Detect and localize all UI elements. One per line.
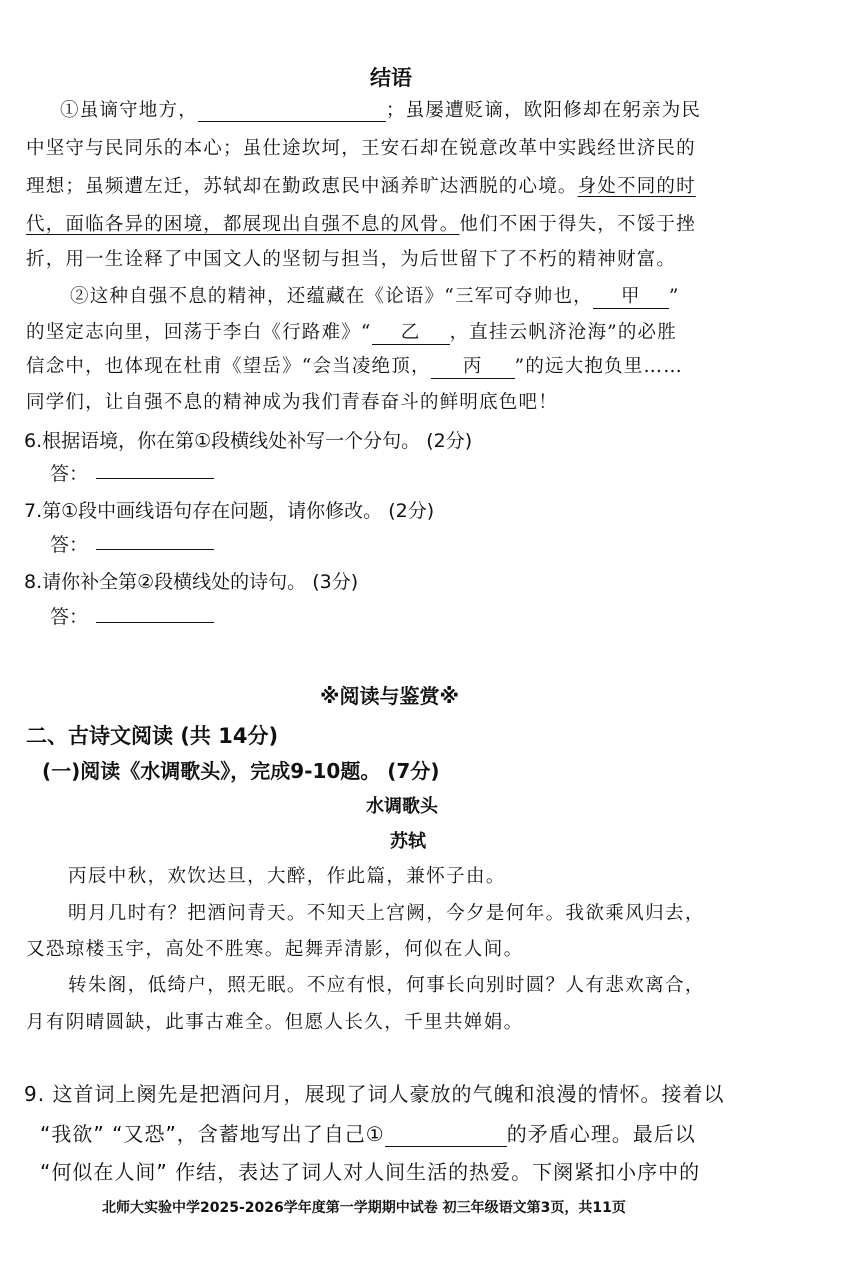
poem-stanza2-line1: 转朱阁，低绮户，照无眠。不应有恨，何事长向别时圆？人有悲欢离合， bbox=[68, 975, 705, 996]
text-segment: “我欲” “又恐”，含蓄地写出了自己① bbox=[40, 1122, 385, 1146]
paragraph-2-line-4: 同学们，让自强不息的精神成为我们青春奋斗的鲜明底色吧！ bbox=[26, 392, 558, 413]
question-7: 7.第①段中画线语句存在问题，请你修改。 (2分) bbox=[24, 500, 435, 522]
paragraph-1-line-3 bbox=[26, 172, 696, 198]
fill-blank-jia[interactable]: 甲 bbox=[593, 282, 669, 309]
text-segment: 的坚定志向里，回荡于李白《行路难》“ bbox=[26, 322, 372, 343]
answer-label: 答： bbox=[50, 534, 89, 556]
paragraph-1-line-5: 折，用一生诠释了中国文人的坚韧与担当，为后世留下了不朽的精神财富。 bbox=[26, 249, 677, 270]
text-segment: ，直挂云帆济沧海”的必胜 bbox=[449, 322, 677, 343]
text-segment: ①虽谪守地方， bbox=[60, 100, 198, 121]
poem-stanza1-line1: 明月几时有？把酒问青天。不知天上宫阙，今夕是何年。我欲乘风归去， bbox=[68, 903, 705, 924]
paragraph-1-line-1 bbox=[60, 96, 701, 122]
underlined-sentence: 身处不同的时 bbox=[577, 176, 696, 197]
text-segment: 他们不困于得失，不馁于挫 bbox=[459, 214, 696, 235]
poem-author: 苏轼 bbox=[390, 831, 426, 852]
paragraph-2-line-2 bbox=[26, 318, 677, 345]
reading-header: ※阅读与鉴赏※ bbox=[320, 684, 459, 708]
answer-line-7[interactable] bbox=[96, 549, 214, 550]
poem-stanza2-line2: 月有阴晴圆缺，此事古难全。但愿人长久，千里共婵娟。 bbox=[26, 1012, 524, 1033]
answer-label: 答： bbox=[50, 463, 89, 485]
paragraph-1-line-2: 中坚守与民同乐的本心；虽仕途坎坷，王安石却在锐意改革中实践经世济民的 bbox=[26, 138, 696, 159]
question-6: 6.根据语境，你在第①段横线处补写一个分句。 (2分) bbox=[24, 430, 473, 452]
subsection-heading: (一)阅读《水调歌头》，完成9-10题。 (7分) bbox=[42, 759, 440, 783]
text-segment: ” bbox=[668, 286, 680, 307]
text-segment: ②这种自强不息的精神，还蕴藏在《论语》“三军可夺帅也， bbox=[70, 286, 593, 307]
question-9-line-3: “何似在人间” 作结，表达了词人对人间生活的热爱。下阕紧扣小序中的 bbox=[40, 1160, 701, 1184]
question-8: 8.请你补全第②段横线处的诗句。 (3分) bbox=[24, 571, 359, 593]
paragraph-2-line-3 bbox=[26, 352, 683, 379]
fill-blank-yi[interactable]: 乙 bbox=[372, 318, 450, 345]
text-segment: 的矛盾心理。最后以 bbox=[506, 1122, 696, 1146]
text-segment: 理想；虽频遭左迁，苏轼却在勤政恵民中涵养旷达洒脱的心境。 bbox=[26, 176, 578, 197]
section-title-conclusion: 结语 bbox=[370, 65, 412, 90]
answer-line-8[interactable] bbox=[96, 622, 214, 623]
paragraph-1-line-4 bbox=[26, 210, 696, 236]
section-heading: 二、古诗文阅读 (共 14分) bbox=[26, 724, 279, 748]
poem-stanza1-line2: 又恐琼楼玉宇，高处不胜寒。起舞弄清影，何似在人间。 bbox=[26, 939, 524, 960]
poem-preface: 丙辰中秋，欢饮达旦，大醉，作此篇，兼怀子由。 bbox=[68, 866, 506, 887]
answer-label: 答： bbox=[50, 606, 89, 628]
text-segment: ”的远大抱负里…… bbox=[514, 356, 683, 377]
underlined-sentence: 代，面临各异的困境，都展现出自强不息的风骨。 bbox=[26, 214, 460, 235]
text-segment: 信念中，也体现在杜甫《望岳》“会当凌绝顶， bbox=[26, 356, 431, 377]
fill-blank-1[interactable] bbox=[198, 100, 386, 122]
question-9-line-1: 9. 这首词上阕先是把酒问月，展现了词人豪放的气魄和浪漫的情怀。接着以 bbox=[24, 1082, 725, 1106]
question-9-line-2 bbox=[40, 1118, 696, 1147]
fill-blank-q9-1[interactable] bbox=[385, 1122, 507, 1147]
poem-title: 水调歌头 bbox=[366, 796, 438, 817]
text-segment: ；虽屡遭贬谪，欧阳修却在躬亲为民 bbox=[385, 100, 702, 121]
paragraph-2-line-1 bbox=[70, 282, 680, 309]
page-footer: 北师大实验中学2025-2026学年度第一学期期中试卷 初三年级语文第3页，共11页 bbox=[102, 1200, 626, 1216]
answer-line-6[interactable] bbox=[96, 478, 214, 479]
fill-blank-bing[interactable]: 丙 bbox=[431, 352, 515, 379]
